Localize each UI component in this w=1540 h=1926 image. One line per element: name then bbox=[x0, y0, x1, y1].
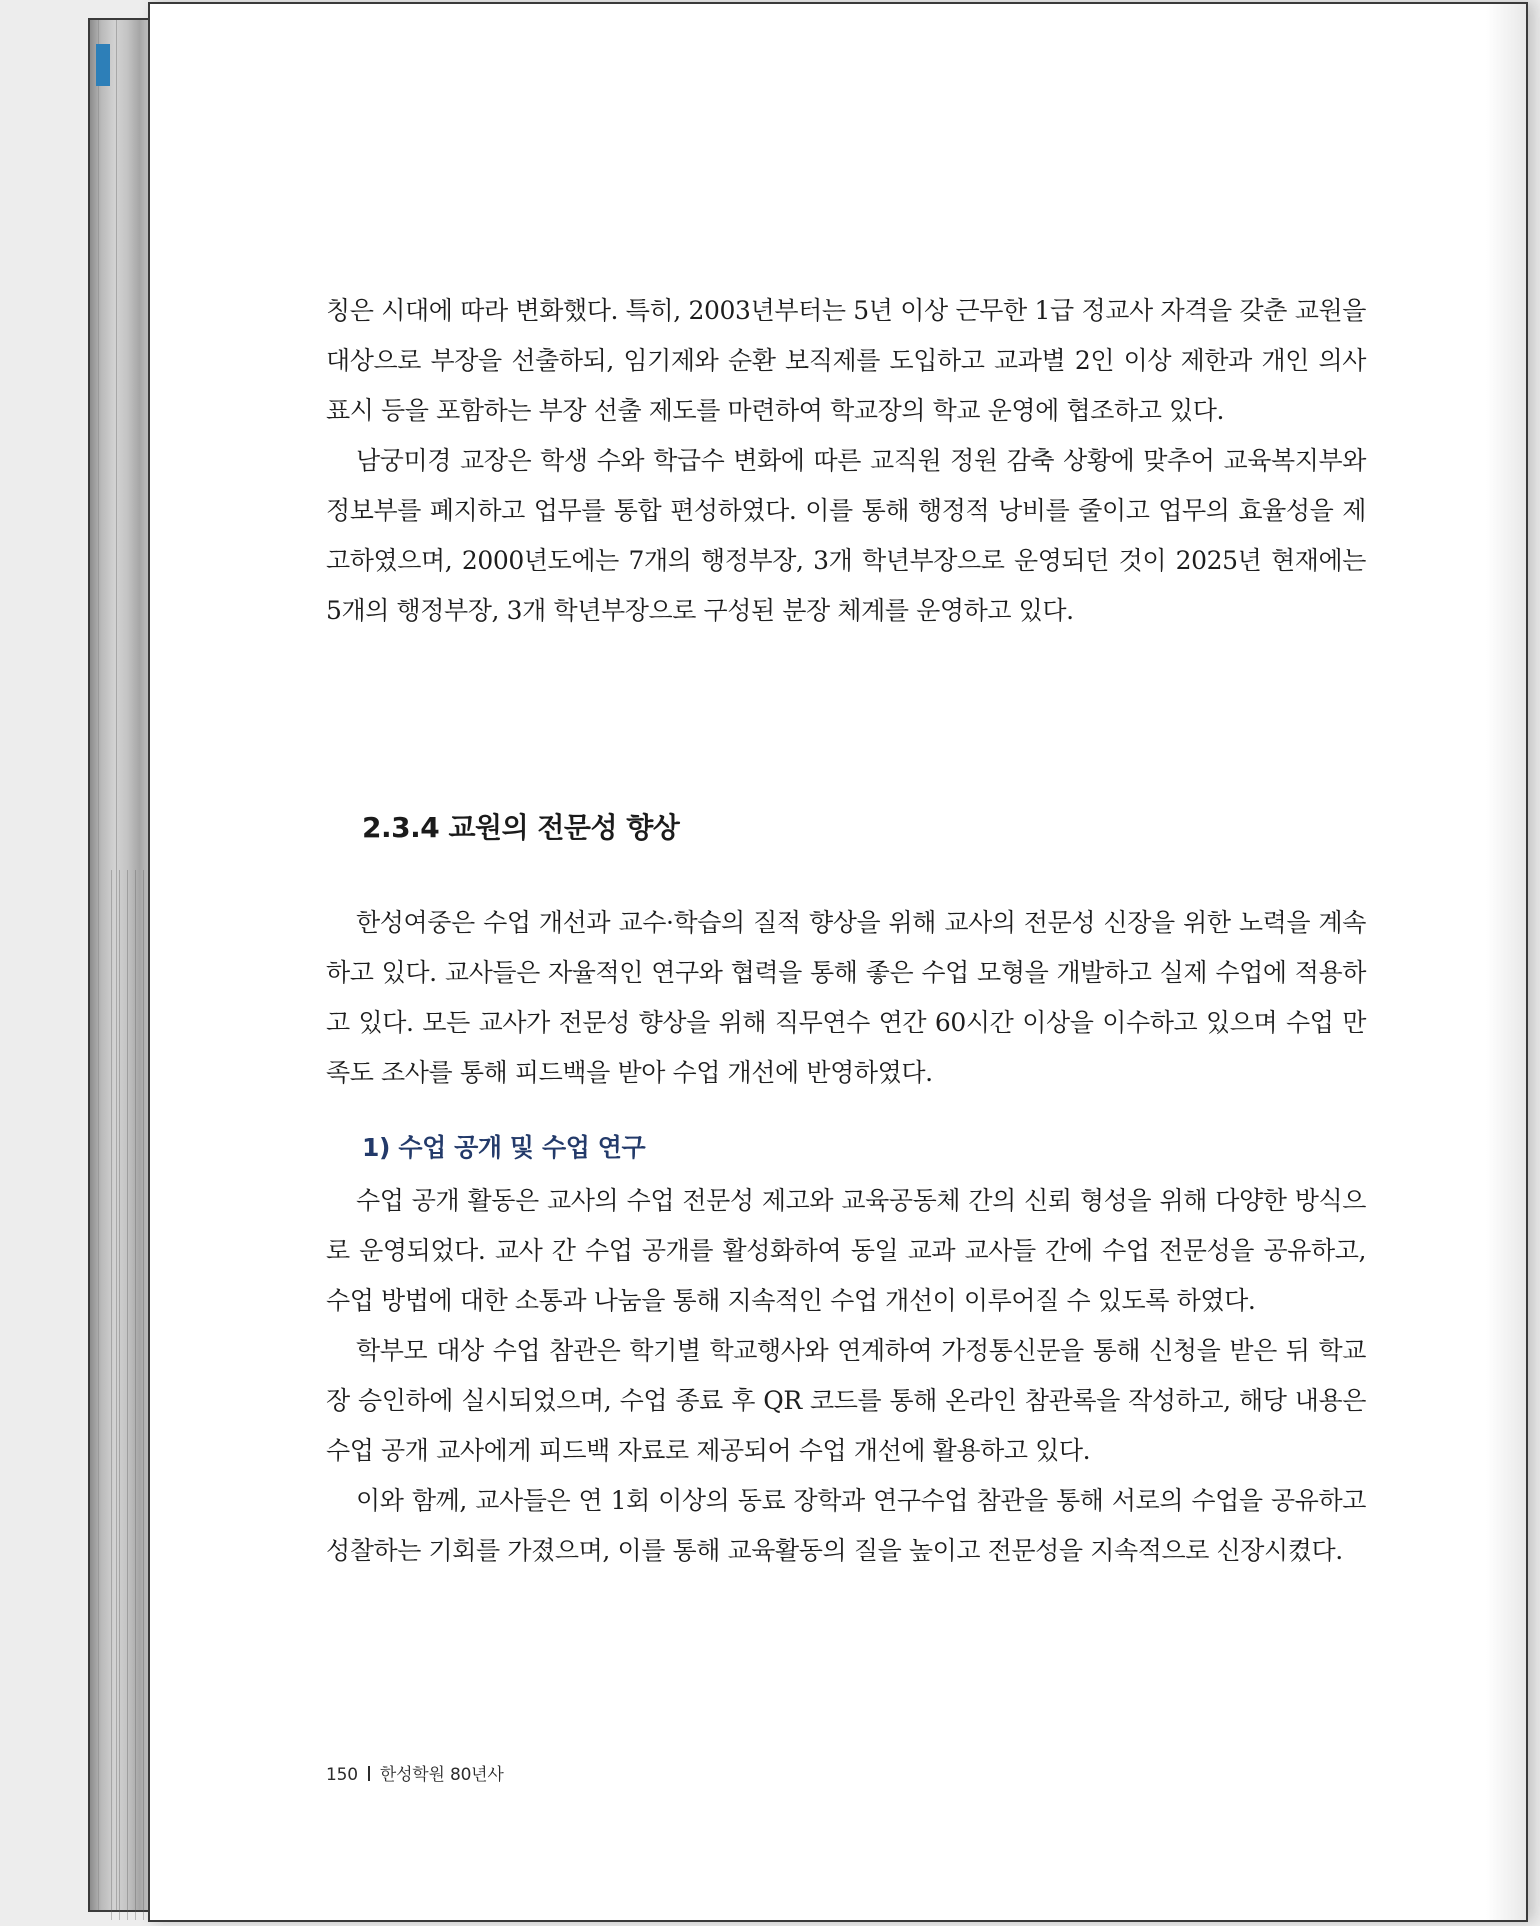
subsection-paragraph: 이와 함께, 교사들은 연 1회 이상의 동료 장학과 연구수업 참관을 통해 서로의 수업을 공유하고 성찰하는 기회를 가졌으며, 이를 통해 교육활동의 질을 높이고 전문성을 지속적으로 신장시켰다. bbox=[326, 1486, 1366, 1565]
book bbox=[88, 0, 1528, 1926]
subsection-title: 1) 수업 공개 및 수업 연구 bbox=[362, 1133, 646, 1162]
paragraph-reorganization: 남궁미경 교장은 학생 수와 학급수 변화에 따른 교직원 정원 감축 상황에 맞추어 교육복지부와 정보부를 폐지하고 업무를 통합 편성하였다. 이를 통해 행정적 낭비를 줄이고 업무의 효율성을 제고하였으며, 2000년도에는 7개의 행정부장, 3개 학년부장으로 운영되던 것이 2025년 현재에는 5개의 행정부장, 3개 학년부장으로 구성된 분장 체계를 운영하고 있다. bbox=[326, 446, 1366, 625]
book-page bbox=[148, 2, 1528, 1922]
subsection-paragraph: 수업 공개 활동은 교사의 수업 전문성 제고와 교육공동체 간의 신뢰 형성을 위해 다양한 방식으로 운영되었다. 교사 간 수업 공개를 활성화하여 동일 교과 교사들 간에 수업 전문성을 공유하고, 수업 방법에 대한 소통과 나눔을 통해 지속적인 수업 개선이 이루어질 수 있도록 하였다. bbox=[326, 1186, 1366, 1315]
section-title: 2.3.4 교원의 전문성 향상 bbox=[362, 811, 680, 844]
chapter-tab bbox=[96, 44, 110, 86]
page-footer bbox=[326, 1760, 504, 1785]
footer-separator bbox=[368, 1766, 370, 1781]
paragraph-continued: 칭은 시대에 따라 변화했다. 특히, 2003년부터는 5년 이상 근무한 1급 정교사 자격을 갖춘 교원을 대상으로 부장을 선출하되, 임기제와 순환 보직제를 도입하고 교과별 2인 이상 제한과 개인 의사 표시 등을 포함하는 부장 선출 제도를 마련하여 학교장의 학교 운영에 협조하고 있다. bbox=[326, 296, 1366, 425]
subsection-body bbox=[326, 1176, 1366, 1576]
book-title: 한성학원 80년사 bbox=[379, 1765, 504, 1785]
section-intro-paragraph: 한성여중은 수업 개선과 교수·학습의 질적 향상을 위해 교사의 전문성 신장을 위한 노력을 계속하고 있다. 교사들은 자율적인 연구와 협력을 통해 좋은 수업 모형을 개발하고 실제 수업에 적용하고 있다. 모든 교사가 전문성 향상을 위해 직무연수 연간 60시간 이상을 이수하고 있으며 수업 만족도 조사를 통해 피드백을 받아 수업 개선에 반영하였다. bbox=[326, 908, 1366, 1087]
subsection-paragraph: 학부모 대상 수업 참관은 학기별 학교행사와 연계하여 가정통신문을 통해 신청을 받은 뒤 학교장 승인하에 실시되었으며, 수업 종료 후 QR 코드를 통해 온라인 참관록을 작성하고, 해당 내용은 수업 공개 교사에게 피드백 자료로 제공되어 수업 개선에 활용하고 있다. bbox=[326, 1336, 1366, 1465]
page-number: 150 bbox=[326, 1765, 358, 1785]
page-edge-lines bbox=[104, 870, 144, 1920]
section-body bbox=[326, 898, 1366, 1098]
page-edges bbox=[88, 18, 152, 1912]
page-content bbox=[326, 286, 1366, 1565]
